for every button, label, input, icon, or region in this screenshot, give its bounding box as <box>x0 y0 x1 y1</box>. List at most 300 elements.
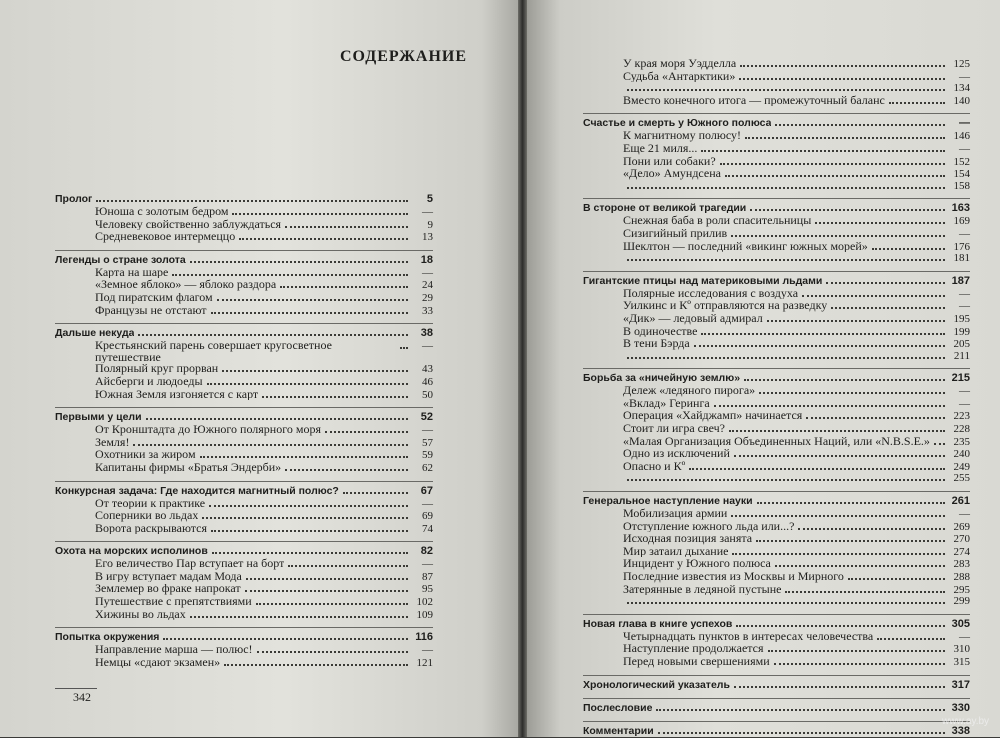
toc-part <box>583 725 970 738</box>
toc-entry <box>583 656 970 669</box>
toc-entry <box>583 351 970 363</box>
toc-part <box>583 618 970 676</box>
entry-title: В одиночестве <box>623 325 698 338</box>
part-title: Конкурсная задача: Где находится магнитный полюс? <box>55 484 339 497</box>
part-title: Счастье и смерть у Южного полюса <box>583 117 772 130</box>
entry-title: Опасно и Кº <box>623 460 686 473</box>
toc-entry <box>583 168 970 181</box>
entry-title: Французы не отстают <box>95 304 207 317</box>
part-page-number: 82 <box>420 545 433 558</box>
toc-entry <box>55 523 433 536</box>
entry-title: Инцидент у Южного полюса <box>623 558 771 570</box>
section-divider <box>583 698 970 699</box>
entry-title: «Дело» Амундсена <box>623 168 721 180</box>
part-page-number: 18 <box>420 253 433 266</box>
dot-leader <box>768 650 945 652</box>
dot-leader <box>750 209 945 211</box>
dot-leader <box>217 299 408 301</box>
entry-page-number: 95 <box>422 583 433 596</box>
toc-part <box>55 485 433 543</box>
dot-leader <box>720 163 945 165</box>
entry-title: Снежная баба в роли спасительницы <box>623 215 812 227</box>
dot-leader <box>190 616 408 618</box>
dot-leader <box>325 431 408 433</box>
toc-entry <box>583 326 970 339</box>
toc-entry <box>583 533 970 546</box>
entry-page-number: 57 <box>422 436 433 449</box>
entry-page-number: 152 <box>953 155 970 168</box>
toc-entry <box>583 571 970 584</box>
toc-part <box>55 254 433 324</box>
toc-entry <box>583 215 970 228</box>
part-page-number: 215 <box>951 372 970 385</box>
entry-title: Охотники за жиром <box>95 449 196 461</box>
entry-page-number: — <box>959 630 970 643</box>
dot-leader <box>767 320 945 322</box>
entry-page-number: 274 <box>953 545 970 558</box>
entry-title: От Кронштадта до Южного полярного моря <box>95 424 321 436</box>
toc-entry <box>583 338 970 351</box>
dot-leader <box>138 334 408 336</box>
entry-page-number: 199 <box>953 325 970 338</box>
toc-part <box>583 702 970 722</box>
dot-leader <box>734 686 945 688</box>
dot-leader <box>209 505 408 507</box>
toc-entry <box>583 461 970 474</box>
entry-title: Полярный круг прорван <box>95 363 219 375</box>
entry-page-number: — <box>422 206 433 218</box>
toc-entry <box>55 292 433 305</box>
entry-page-number: 288 <box>953 571 970 583</box>
entry-page-number: 62 <box>422 461 433 474</box>
entry-title: К магнитному полюсу! <box>623 130 742 142</box>
entry-page-number: 283 <box>953 558 970 571</box>
left-toc-list <box>55 193 433 669</box>
page-number <box>55 688 97 705</box>
part-page-number: 317 <box>951 678 970 691</box>
entry-page-number: 181 <box>953 252 970 265</box>
entry-title: Направление марша — полюс! <box>95 644 253 656</box>
dot-leader <box>731 515 945 517</box>
toc-part-heading <box>55 631 433 644</box>
entry-title: В тени Бэрда <box>623 338 690 350</box>
toc-entry <box>583 95 970 108</box>
dot-leader <box>343 492 408 494</box>
toc-entry <box>55 510 433 523</box>
entry-title: Уилкинс и Кº отправляются на разведку <box>623 300 828 312</box>
toc-part-heading <box>583 202 970 215</box>
entry-page-number: 125 <box>953 58 970 70</box>
entry-page-number: 269 <box>953 520 970 533</box>
dot-leader <box>288 565 408 567</box>
entry-page-number: — <box>422 644 433 657</box>
watermark: www.ay.by <box>942 716 990 727</box>
entry-title: Ворота раскрываются <box>95 522 207 535</box>
entry-title: Сизигийный прилив <box>623 227 728 240</box>
toc-part-heading <box>55 327 433 340</box>
dot-leader <box>280 286 408 288</box>
toc-entry <box>583 143 970 156</box>
section-divider <box>55 481 433 482</box>
part-title: Послесловие <box>583 701 653 714</box>
dot-leader <box>627 259 945 261</box>
toc-entry <box>55 571 433 584</box>
entry-title: Затерянные в ледяной пустыне <box>623 583 782 596</box>
part-page-number: 5 <box>426 193 433 205</box>
entry-title: Землемер во фраке напрокат <box>95 583 241 596</box>
entry-title: Путешествие с препятствиями <box>95 596 252 608</box>
dot-leader <box>689 468 945 470</box>
dot-leader <box>627 357 945 359</box>
dot-leader <box>211 530 408 532</box>
dot-leader <box>200 456 408 458</box>
toc-entry <box>583 546 970 559</box>
toc-part <box>55 545 433 628</box>
section-divider <box>583 368 970 369</box>
part-title: В стороне от великой трагедии <box>583 202 747 215</box>
entry-title: Крестьянский парень совершает кругосветное путешествие <box>95 340 332 364</box>
toc-entry <box>55 424 433 437</box>
part-title: Генеральное наступление науки <box>583 495 753 508</box>
toc-part-heading <box>583 275 970 288</box>
part-title: Дальше некуда <box>55 327 135 340</box>
toc-entry <box>55 206 433 219</box>
entry-title: Земля! <box>95 436 130 449</box>
entry-page-number: 310 <box>953 643 970 656</box>
entry-title: Мир затаил дыхание <box>623 545 729 558</box>
toc-part <box>583 495 970 615</box>
entry-title: «Дик» — ледовый адмирал <box>623 312 763 325</box>
dot-leader <box>734 455 945 457</box>
entry-page-number: 228 <box>953 423 970 436</box>
entry-page-number: 29 <box>422 291 433 304</box>
toc-part-heading <box>583 495 970 508</box>
entry-page-number: 240 <box>953 448 970 461</box>
dot-leader <box>627 479 945 481</box>
section-divider <box>55 627 433 628</box>
toc-title: СОДЕРЖАНИЕ <box>340 48 468 65</box>
dot-leader <box>257 651 408 653</box>
dot-leader <box>774 663 945 665</box>
dot-leader <box>872 248 945 250</box>
toc-entry <box>55 462 433 475</box>
toc-entry <box>583 631 970 644</box>
entry-title: Стоит ли игра свеч? <box>623 423 725 435</box>
entry-page-number: 315 <box>953 655 970 668</box>
toc-part <box>583 117 970 199</box>
entry-page-number: 109 <box>416 608 433 621</box>
toc-part <box>583 58 970 114</box>
entry-page-number: — <box>959 287 970 300</box>
toc-entry <box>583 300 970 313</box>
entry-page-number: 235 <box>953 435 970 448</box>
toc-part <box>583 202 970 271</box>
toc-entry <box>583 423 970 436</box>
dot-leader <box>246 578 408 580</box>
entry-title: У края моря Уэдделла <box>623 58 737 70</box>
toc-part <box>55 631 433 669</box>
entry-page-number: 146 <box>953 130 970 143</box>
dot-leader <box>815 222 945 224</box>
dot-leader <box>736 625 945 627</box>
entry-page-number: 24 <box>422 279 433 292</box>
entry-title: Карта на шаре <box>95 266 169 279</box>
part-page-number: 261 <box>951 495 970 508</box>
toc-entry <box>55 219 433 232</box>
dot-leader <box>656 709 945 711</box>
dot-leader <box>877 638 945 640</box>
toc-entry <box>55 279 433 292</box>
toc-entry <box>55 583 433 596</box>
dot-leader <box>729 430 945 432</box>
dot-leader <box>759 392 945 394</box>
dot-leader <box>211 312 408 314</box>
entry-page-number: 195 <box>953 312 970 325</box>
section-divider <box>55 323 433 324</box>
toc-entry <box>583 584 970 597</box>
toc-entry <box>583 521 970 534</box>
part-page-number: 338 <box>951 724 970 737</box>
dot-leader <box>212 552 408 554</box>
dot-leader <box>756 540 945 542</box>
entry-title: Юноша с золотым бедром <box>95 206 229 218</box>
toc-entry <box>583 385 970 398</box>
dot-leader <box>133 444 408 446</box>
toc-entry <box>55 389 433 402</box>
entry-page-number: 33 <box>422 304 433 317</box>
entry-title: Айсберги и людоеды <box>95 375 203 388</box>
dot-leader <box>745 137 945 139</box>
entry-title: Последние известия из Москвы и Мирного <box>623 571 844 583</box>
entry-title: От теории к практике <box>95 497 206 510</box>
dot-leader <box>826 282 945 284</box>
entry-title: Немцы «сдают экзамен» <box>95 656 221 669</box>
entry-page-number: 13 <box>422 231 433 244</box>
toc-entry <box>55 657 433 670</box>
entry-title: Человеку свойственно заблуждаться <box>95 218 282 231</box>
part-page-number: 305 <box>951 617 970 630</box>
toc-entry <box>55 267 433 280</box>
entry-page-number: 87 <box>422 570 433 583</box>
part-title: Гигантские птицы над материковыми льдами <box>583 274 823 287</box>
dot-leader <box>802 295 945 297</box>
dot-leader <box>262 396 408 398</box>
toc-entry <box>55 596 433 609</box>
entry-title: Его величество Пар вступает на борт <box>95 558 285 570</box>
dot-leader <box>627 602 945 604</box>
entry-title: Судьба «Антарктики» <box>623 70 736 83</box>
dot-leader <box>207 383 408 385</box>
entry-title: «Малая Организация Объединенных Наций, или «N.B.S.E.» <box>623 435 930 448</box>
toc-entry <box>583 181 970 193</box>
entry-title: Южная Земля изгоняется с карт <box>95 388 259 401</box>
dot-leader <box>785 591 945 593</box>
dot-leader <box>202 517 408 519</box>
toc-entry <box>55 231 433 244</box>
dot-leader <box>732 553 945 555</box>
entry-title: Капитаны фирмы «Братья Эндерби» <box>95 461 282 474</box>
entry-page-number: 134 <box>953 82 970 95</box>
toc-part-heading <box>55 545 433 558</box>
entry-page-number: 140 <box>953 94 970 107</box>
dot-leader <box>848 578 945 580</box>
toc-entry <box>583 398 970 411</box>
entry-page-number: — <box>959 508 970 521</box>
dot-leader <box>285 469 408 471</box>
part-title: Попытка окружения <box>55 631 160 644</box>
dot-leader <box>658 732 945 734</box>
entry-title: «Вклад» Геринга <box>623 397 710 410</box>
dot-leader <box>146 418 408 420</box>
toc-part <box>583 275 970 370</box>
toc-entry <box>583 130 970 143</box>
entry-page-number: — <box>959 142 970 155</box>
entry-page-number: 169 <box>953 215 970 228</box>
entry-page-number: 50 <box>422 388 433 401</box>
entry-page-number: — <box>959 300 970 313</box>
dot-leader <box>806 417 945 419</box>
dot-leader <box>757 502 945 504</box>
dot-leader <box>739 78 945 80</box>
dot-leader <box>694 345 945 347</box>
entry-page-number: — <box>422 340 433 353</box>
toc-entry <box>55 498 433 511</box>
entry-title: Соперники во льдах <box>95 510 199 522</box>
entry-page-number: 74 <box>422 522 433 535</box>
entry-title: Исходная позиция занята <box>623 533 753 545</box>
entry-title: Еще 21 миля... <box>623 142 698 155</box>
toc-part-heading <box>55 193 433 206</box>
part-title: Первыми у цели <box>55 411 142 424</box>
toc-part <box>55 193 433 251</box>
dot-leader <box>627 187 945 189</box>
toc-part <box>55 411 433 481</box>
section-divider <box>55 541 433 542</box>
toc-entry <box>55 609 433 622</box>
dot-leader <box>775 124 945 126</box>
dot-leader <box>222 370 408 372</box>
toc-entry <box>583 448 970 461</box>
part-title: Пролог <box>55 193 93 205</box>
entry-page-number: — <box>422 497 433 510</box>
toc-entry <box>583 58 970 71</box>
dot-leader <box>163 638 408 640</box>
toc-part-heading <box>55 485 433 498</box>
toc-entry <box>55 340 433 363</box>
entry-page-number: 121 <box>416 656 433 669</box>
entry-title: Средневековое интермеццо <box>95 231 236 243</box>
entry-page-number: 43 <box>422 363 433 376</box>
entry-title: Мобилизация армии <box>623 508 728 520</box>
dot-leader <box>256 603 408 605</box>
section-divider <box>55 250 433 251</box>
entry-page-number: 299 <box>953 595 970 608</box>
toc-entry <box>55 363 433 376</box>
entry-page-number: — <box>959 385 970 398</box>
entry-page-number: 270 <box>953 533 970 546</box>
entry-page-number: 205 <box>953 338 970 351</box>
part-page-number: — <box>959 117 970 130</box>
dot-leader <box>400 347 408 349</box>
part-page-number: 38 <box>420 327 433 340</box>
section-divider <box>55 407 433 408</box>
toc-entry <box>583 156 970 169</box>
part-page-number: 330 <box>951 701 970 714</box>
toc-entry <box>55 376 433 389</box>
entry-title: «Земное яблоко» — яблоко раздора <box>95 279 277 291</box>
part-page-number: 116 <box>415 631 433 644</box>
toc-entry <box>583 596 970 608</box>
dot-leader <box>744 379 945 381</box>
part-title: Борьба за «ничейную землю» <box>583 372 741 385</box>
dot-leader <box>701 150 945 152</box>
dot-leader <box>285 226 408 228</box>
entry-page-number: 59 <box>422 449 433 462</box>
dot-leader <box>701 333 945 335</box>
toc-part <box>55 327 433 408</box>
toc-entry <box>583 71 970 84</box>
dot-leader <box>731 235 945 237</box>
dot-leader <box>239 238 408 240</box>
entry-page-number: — <box>959 227 970 240</box>
toc-entry <box>583 473 970 485</box>
section-divider <box>583 614 970 615</box>
toc-part-heading <box>55 411 433 424</box>
dot-leader <box>172 274 408 276</box>
book-gutter <box>518 0 527 737</box>
toc-entry <box>583 558 970 571</box>
dot-leader <box>775 565 945 567</box>
dot-leader <box>96 200 408 202</box>
toc-entry <box>583 643 970 656</box>
toc-part-heading <box>55 254 433 267</box>
entry-title: В игру вступает мадам Мода <box>95 570 242 583</box>
toc-entry <box>583 228 970 241</box>
dot-leader <box>889 102 945 104</box>
toc-part-heading <box>583 702 970 715</box>
part-title: Новая глава в книге успехов <box>583 617 733 630</box>
entry-page-number: 176 <box>953 240 970 253</box>
entry-page-number: — <box>422 266 433 279</box>
right-page <box>527 0 1000 737</box>
entry-page-number: — <box>422 424 433 437</box>
toc-entry <box>583 83 970 95</box>
entry-page-number: 295 <box>953 583 970 596</box>
entry-title: Перед новыми свершениями <box>623 655 770 668</box>
right-toc-list <box>583 58 970 738</box>
dot-leader <box>627 89 945 91</box>
toc-entry <box>583 436 970 449</box>
section-divider <box>583 491 970 492</box>
entry-page-number: 211 <box>953 349 970 362</box>
entry-title: Наступление продолжается <box>623 643 764 655</box>
section-divider <box>583 675 970 676</box>
toc-entry <box>55 305 433 318</box>
toc-entry <box>55 449 433 462</box>
entry-title: Шеклтон — последний «викинг южных морей» <box>623 240 868 253</box>
entry-title: Одно из исключений <box>623 448 730 460</box>
toc-entry <box>583 410 970 423</box>
entry-page-number: 158 <box>953 179 970 192</box>
entry-page-number: — <box>959 397 970 410</box>
entry-title: Полярные исследования с воздуха <box>623 287 799 300</box>
toc-entry <box>583 313 970 326</box>
entry-page-number: 102 <box>416 596 433 609</box>
entry-title: Четырнадцать пунктов в интересах человечества <box>623 630 874 643</box>
dot-leader <box>798 528 945 530</box>
toc-part-heading <box>583 725 970 738</box>
entry-title: Хижины во льдах <box>95 608 186 621</box>
